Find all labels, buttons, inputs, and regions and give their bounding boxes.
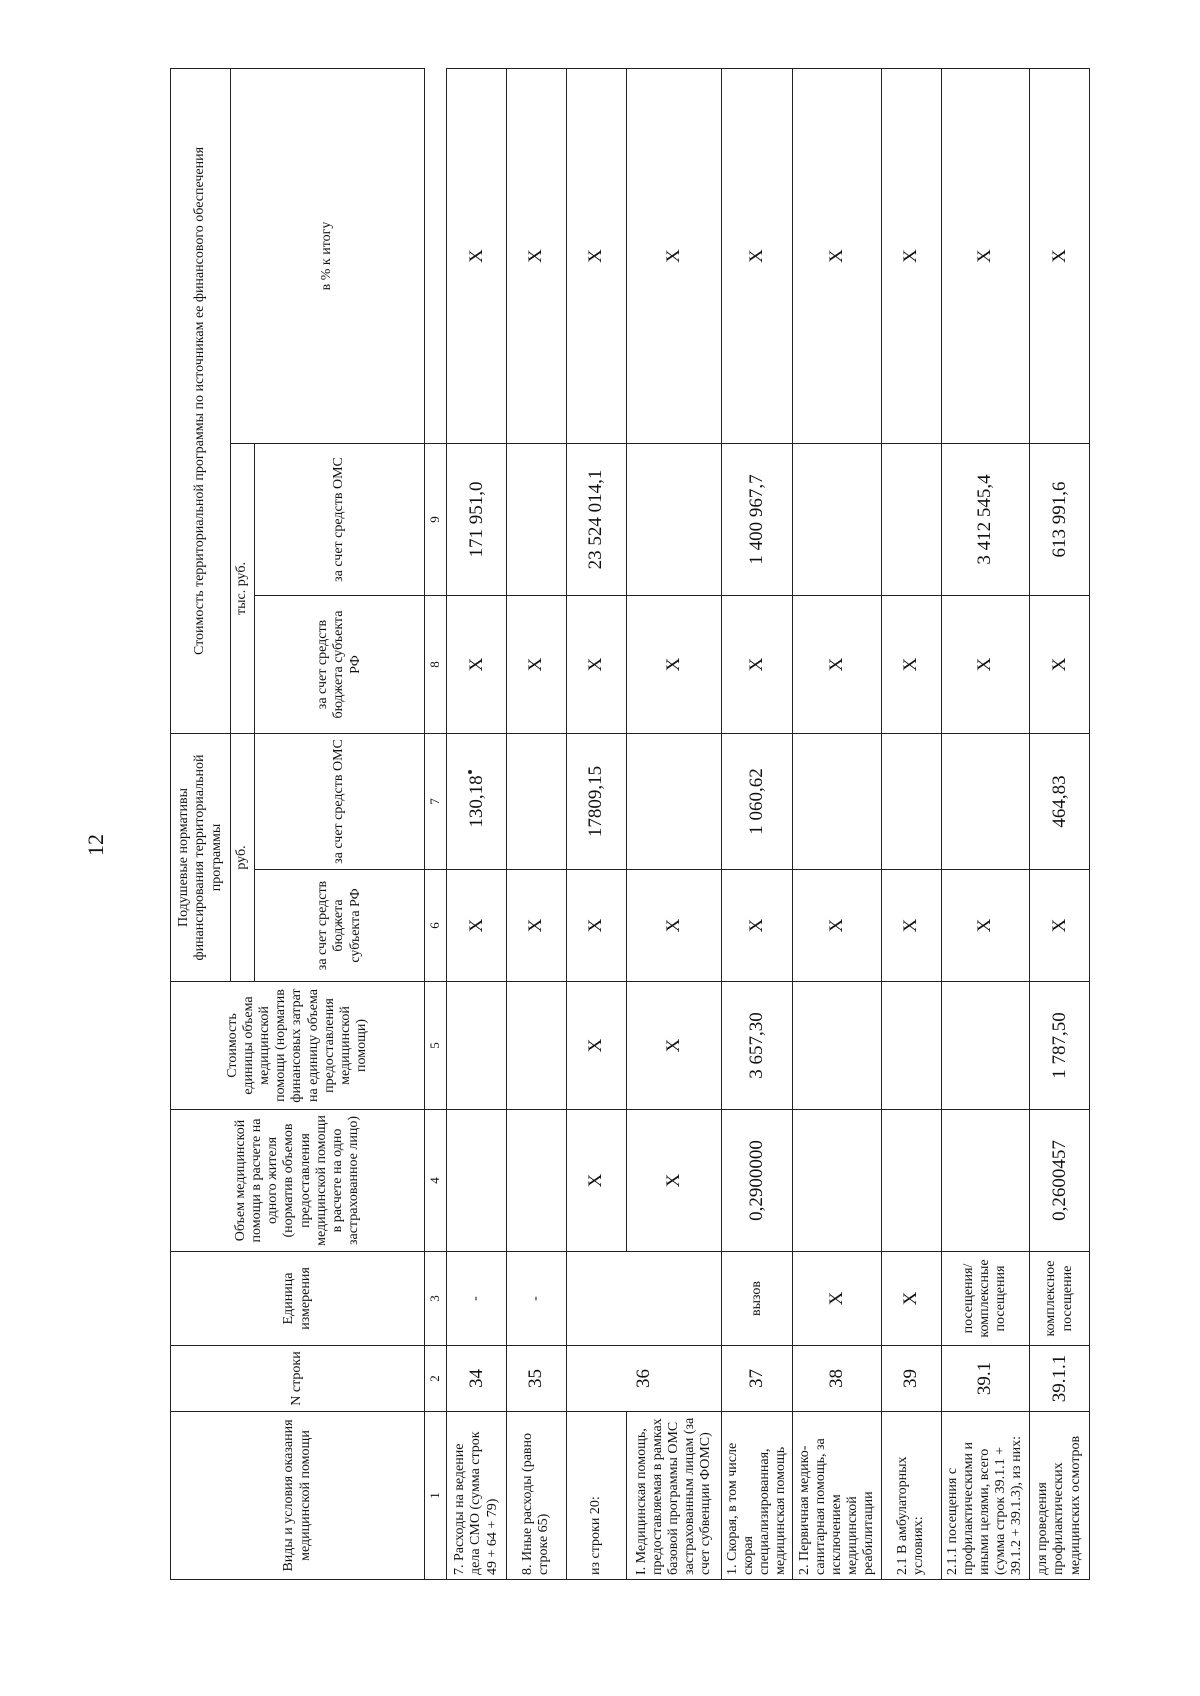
row-oms-percapita xyxy=(881,734,941,870)
row-oms-cost: 1 400 967,7 xyxy=(721,444,793,596)
row-percent: X xyxy=(793,69,881,444)
financing-table xyxy=(170,68,1090,1580)
row-name: 2.1 В амбулаторных условиях: xyxy=(881,1412,941,1580)
header-types: Виды и условия оказания медицинской помощи xyxy=(171,1412,425,1580)
header-cost-group: Стоимость территориальной программы по источникам ее финансового обеспечения xyxy=(171,69,231,734)
row-unit: посещения/ комплексные посещения xyxy=(941,1252,1029,1346)
row-volume: 0,2900000 xyxy=(721,1110,793,1252)
row-unit-cost: X xyxy=(626,982,721,1110)
table-row xyxy=(941,69,1029,1580)
row-volume xyxy=(881,1110,941,1252)
row-percent: X xyxy=(721,69,793,444)
row-percent: X xyxy=(506,69,566,444)
row-budget-cost: X xyxy=(626,596,721,734)
row-budget-percapita: X xyxy=(721,870,793,982)
row-oms-cost xyxy=(881,444,941,596)
row-volume xyxy=(447,1110,507,1252)
row-oms-percapita xyxy=(626,734,721,870)
row-budget-percapita: X xyxy=(793,870,881,982)
row-unit: X xyxy=(793,1252,881,1346)
row-oms-cost: 3 412 545,4 xyxy=(941,444,1029,596)
row-volume xyxy=(506,1110,566,1252)
table-row xyxy=(447,69,507,1580)
row-budget-percapita: X xyxy=(941,870,1029,982)
row-budget-cost: X xyxy=(721,596,793,734)
row-oms-cost: 171 951,0 xyxy=(447,444,507,596)
col-number: 2 xyxy=(425,1346,447,1412)
row-name: 2. Первичная медико-санитарная помощь, за исключением медицинской реабилитации xyxy=(793,1412,881,1580)
row-volume: 0,2600457 xyxy=(1030,1110,1090,1252)
row-oms-percapita: 130,18 xyxy=(447,734,507,870)
row-unit: - xyxy=(506,1252,566,1346)
header-budget-percapita: за счет средств бюджета субъекта РФ xyxy=(255,870,425,982)
row-name: 8. Иные расходы (равно строке 65) xyxy=(506,1412,566,1580)
col-number: 6 xyxy=(425,870,447,982)
row-budget-percapita: X xyxy=(626,870,721,982)
row-percent: X xyxy=(941,69,1029,444)
row-oms-cost xyxy=(626,444,721,596)
row-number: 34 xyxy=(447,1346,507,1412)
row-budget-cost: X xyxy=(793,596,881,734)
col-number: 4 xyxy=(425,1110,447,1252)
row-unit-cost xyxy=(941,982,1029,1110)
row-volume: X xyxy=(626,1110,721,1252)
row-budget-percapita: X xyxy=(506,870,566,982)
row-percent: X xyxy=(1030,69,1090,444)
page-number: 12 xyxy=(83,834,108,856)
row-oms-cost: 613 991,6 xyxy=(1030,444,1090,596)
table-row xyxy=(793,69,881,1580)
row-percent: X xyxy=(881,69,941,444)
row-percent: X xyxy=(566,69,626,444)
row-unit-cost xyxy=(793,982,881,1110)
row-number: 39.1 xyxy=(941,1346,1029,1412)
row-unit: X xyxy=(881,1252,941,1346)
row-budget-cost: X xyxy=(1030,596,1090,734)
row-unit-cost: 1 787,50 xyxy=(1030,982,1090,1110)
row-name: 2.1.1 посещения с профилактическими и иными целями, всего (сумма строк 39.1.1 + 39.1.2 + 39.1.3), из них: xyxy=(941,1412,1029,1580)
row-unit-cost xyxy=(506,982,566,1110)
col-number: 5 xyxy=(425,982,447,1110)
row-unit: вызов xyxy=(721,1252,793,1346)
row-budget-cost: X xyxy=(941,596,1029,734)
row-oms-percapita: 1 060,62 xyxy=(721,734,793,870)
table-row xyxy=(566,69,626,1580)
col-number: 7 xyxy=(425,734,447,870)
col-number: 1 xyxy=(425,1412,447,1580)
row-budget-percapita: X xyxy=(881,870,941,982)
table-row xyxy=(1030,69,1090,1580)
row-oms-percapita xyxy=(793,734,881,870)
header-oms-percapita: за счет средств ОМС xyxy=(255,734,425,870)
row-volume xyxy=(941,1110,1029,1252)
col-number: 9 xyxy=(425,444,447,596)
header-unit-rub: руб. xyxy=(231,734,255,982)
row-unit xyxy=(566,1252,721,1346)
col-number: 8 xyxy=(425,596,447,734)
table-row xyxy=(506,69,566,1580)
rotated-table-container xyxy=(170,68,1090,1580)
header-oms-cost: за счет средств ОМС xyxy=(255,444,425,596)
header-row-number: N строки xyxy=(171,1346,425,1412)
row-number: 37 xyxy=(721,1346,793,1412)
row-unit: комплексное посещение xyxy=(1030,1252,1090,1346)
row-budget-cost: X xyxy=(881,596,941,734)
row-oms-percapita: 17809,15 xyxy=(566,734,626,870)
header-per-capita-group: Подушевые нормативы финансирования территориальной программы xyxy=(171,734,231,982)
table-row xyxy=(881,69,941,1580)
row-volume xyxy=(793,1110,881,1252)
header-unit-cost: Стоимость единицы объема медицинской помощи (норматив финансовых затрат на единицу объема предоставления медицинской помощи) xyxy=(171,982,425,1110)
row-number: 38 xyxy=(793,1346,881,1412)
row-number: 39.1.1 xyxy=(1030,1346,1090,1412)
header-volume: Объем медицинской помощи в расчете на одного жителя (норматив объемов предоставления медицинской помощи в расчете на одно застрахованное лицо) xyxy=(171,1110,425,1252)
header-unit: Единица измерения xyxy=(171,1252,425,1346)
row-number: 35 xyxy=(506,1346,566,1412)
row-oms-percapita xyxy=(941,734,1029,870)
row-oms-percapita: 464,83 xyxy=(1030,734,1090,870)
col-number: 3 xyxy=(425,1252,447,1346)
row-number: 36 xyxy=(566,1346,721,1412)
header-unit-thousand-rub: тыс. руб. xyxy=(231,444,255,734)
row-budget-percapita: X xyxy=(566,870,626,982)
row-percent: X xyxy=(626,69,721,444)
row-name: I. Медицинская помощь, предоставляемая в рамках базовой программы ОМС застрахованным лицам (за счет субвенции ФОМС) xyxy=(626,1412,721,1580)
row-name: 1. Скорая, в том числе скорая специализированная, медицинская помощь xyxy=(721,1412,793,1580)
row-percent: X xyxy=(447,69,507,444)
row-name: 7. Расходы на ведение дела СМО (сумма строк 49 + 64 + 79) xyxy=(447,1412,507,1580)
row-unit-cost xyxy=(447,982,507,1110)
row-budget-cost: X xyxy=(506,596,566,734)
row-budget-cost: X xyxy=(447,596,507,734)
row-unit-cost xyxy=(881,982,941,1110)
header-budget-cost: за счет средств бюджета субъекта РФ xyxy=(255,596,425,734)
row-name: из строки 20: xyxy=(566,1412,626,1580)
row-oms-cost xyxy=(793,444,881,596)
row-budget-percapita: X xyxy=(447,870,507,982)
row-budget-percapita: X xyxy=(1030,870,1090,982)
row-unit-cost: 3 657,30 xyxy=(721,982,793,1110)
row-volume: X xyxy=(566,1110,626,1252)
row-oms-cost: 23 524 014,1 xyxy=(566,444,626,596)
table-row xyxy=(721,69,793,1580)
row-oms-percapita xyxy=(506,734,566,870)
row-oms-cost xyxy=(506,444,566,596)
row-unit-cost: X xyxy=(566,982,626,1110)
row-budget-cost: X xyxy=(566,596,626,734)
row-unit: - xyxy=(447,1252,507,1346)
row-name: для проведения профилактических медицинских осмотров xyxy=(1030,1412,1090,1580)
row-number: 39 xyxy=(881,1346,941,1412)
header-percent: в % к итогу xyxy=(231,69,425,444)
